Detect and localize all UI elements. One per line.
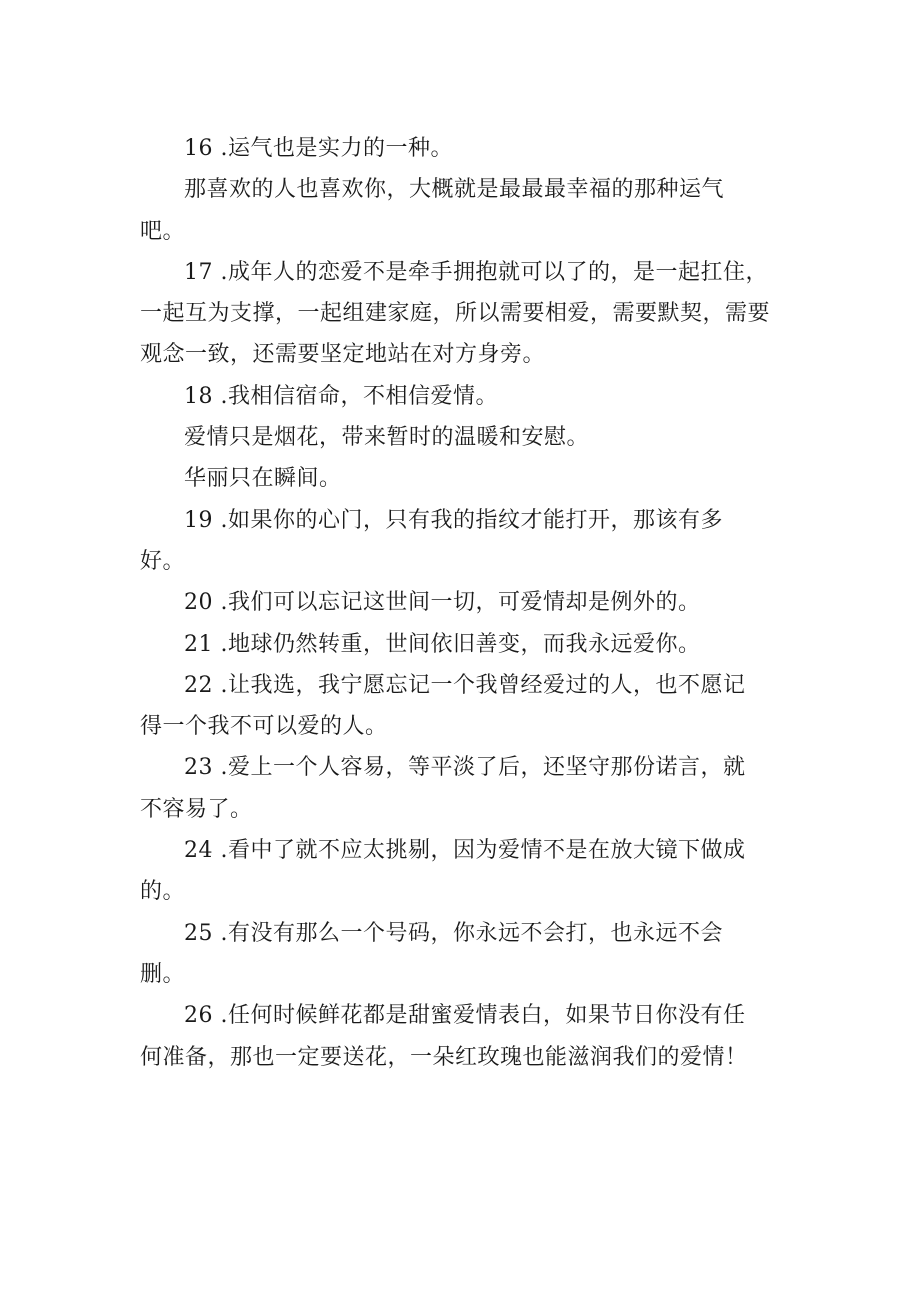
paragraph-line: 吧。 — [140, 218, 186, 244]
paragraph-16 — [140, 128, 780, 169]
paragraph-line: 爱情只是烟花，带来暂时的温暖和安慰。 — [184, 425, 590, 451]
document-body — [140, 128, 780, 1078]
paragraph-line: 23 .爱上一个人容易，等平淡了后，还坚守那份诺言，就 — [184, 755, 746, 781]
paragraph-line: 17 .成年人的恋爱不是牵手拥抱就可以了的，是一起扛住， — [184, 259, 768, 285]
paragraph-16-continued — [140, 169, 780, 252]
paragraph-line: 24 .看中了就不应太挑剔，因为爱情不是在放大镜下做成 — [184, 838, 746, 864]
paragraph-18-continued-1 — [140, 417, 780, 458]
paragraph-21 — [140, 624, 780, 665]
paragraph-18 — [140, 376, 780, 417]
paragraph-17 — [140, 252, 780, 376]
paragraph-23 — [140, 747, 780, 830]
paragraph-line: 的。 — [140, 879, 186, 905]
paragraph-20 — [140, 582, 780, 623]
paragraph-26 — [140, 995, 780, 1078]
paragraph-25 — [140, 913, 780, 996]
paragraph-line: 好。 — [140, 548, 186, 574]
paragraph-line: 22 .让我选，我宁愿忘记一个我曾经爱过的人，也不愿记 — [184, 672, 746, 698]
paragraph-18-continued-2 — [140, 458, 780, 499]
paragraph-line: 19 .如果你的心门，只有我的指纹才能打开，那该有多 — [184, 507, 723, 533]
paragraph-line: 25 .有没有那么一个号码，你永远不会打，也永远不会 — [184, 920, 723, 946]
paragraph-line: 20 .我们可以忘记这世间一切，可爱情却是例外的。 — [184, 590, 701, 616]
paragraph-line: 观念一致，还需要坚定地站在对方身旁。 — [140, 342, 546, 368]
paragraph-line: 华丽只在瞬间。 — [184, 466, 342, 492]
paragraph-line: 一起互为支撑，一起组建家庭，所以需要相爱，需要默契，需要 — [140, 301, 771, 327]
paragraph-24 — [140, 830, 780, 913]
paragraph-22 — [140, 665, 780, 748]
paragraph-line: 何准备，那也一定要送花，一朵红玫瑰也能滋润我们的爱情！ — [140, 1044, 748, 1070]
paragraph-19 — [140, 500, 780, 583]
paragraph-line: 不容易了。 — [140, 796, 253, 822]
paragraph-line: 那喜欢的人也喜欢你，大概就是最最最幸福的那种运气 — [184, 177, 725, 203]
paragraph-line: 得一个我不可以爱的人。 — [140, 714, 388, 740]
paragraph-line: 26 .任何时候鲜花都是甜蜜爱情表白，如果节日你没有任 — [184, 1003, 746, 1029]
paragraph-line: 16 .运气也是实力的一种。 — [184, 136, 453, 161]
paragraph-line: 21 .地球仍然转重，世间依旧善变，而我永远爱你。 — [184, 631, 701, 657]
paragraph-line: 删。 — [140, 961, 186, 987]
paragraph-line: 18 .我相信宿命，不相信爱情。 — [184, 383, 498, 409]
